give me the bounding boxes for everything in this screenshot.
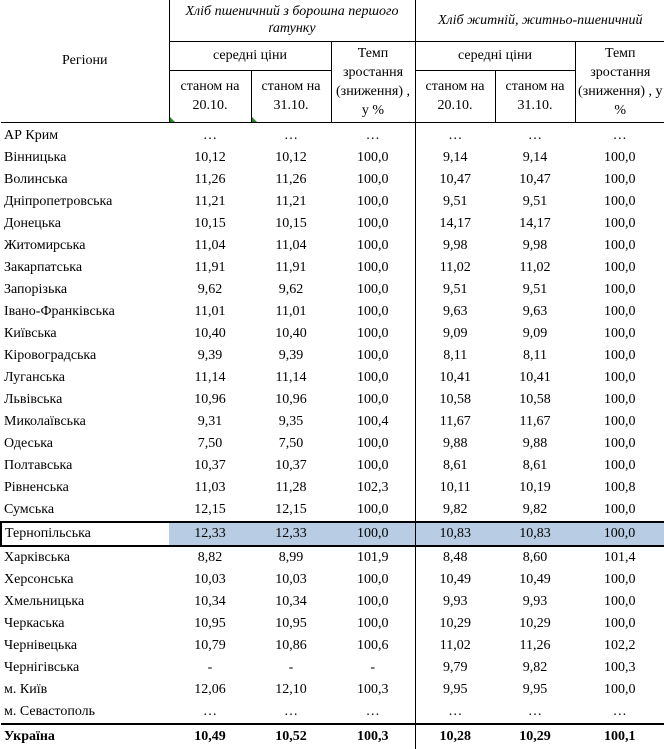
table-row [1,169,664,191]
value-cell[interactable]: … [448,703,463,719]
value-cell[interactable]: 9,93 [522,593,548,609]
region-cell[interactable]: Івано-Франківська [4,303,115,319]
table-row [1,569,664,591]
value-cell[interactable]: 10,95 [275,615,307,631]
value-cell[interactable]: 100,0 [575,433,664,455]
value-cell[interactable]: 8,11 [443,347,468,363]
region-cell[interactable]: Волинська [4,171,68,187]
value-cell[interactable]: 100,0 [331,169,415,191]
table-row [1,499,664,522]
value-cell[interactable]: 11,91 [194,259,226,275]
region-cell[interactable]: Дніпропетровська [4,193,113,209]
value-cell[interactable]: 12,33 [169,522,251,546]
table-row [1,591,664,613]
value-cell[interactable]: 100,0 [575,191,664,213]
value-cell[interactable]: 11,26 [194,171,226,187]
region-cell[interactable]: Закарпатська [4,259,83,275]
value-cell[interactable]: 100,0 [575,213,664,235]
value-cell[interactable]: 9,51 [443,193,468,209]
value-cell[interactable]: … [203,127,217,143]
value-cell[interactable]: 9,09 [443,325,468,341]
value-cell[interactable]: 11,21 [275,193,307,209]
date-label: станом на 20.10. [425,79,485,113]
value-cell[interactable]: - [288,659,294,675]
header-regions[interactable] [1,0,169,122]
table-row [1,301,664,323]
table-row [1,122,664,147]
header-date-1[interactable] [169,70,251,122]
table-row [1,613,664,635]
value-cell[interactable]: … [331,701,415,724]
table-row [1,279,664,301]
value-cell[interactable]: 9,79 [443,659,468,675]
value-cell[interactable]: 9,82 [522,501,548,517]
value-cell[interactable]: 100,0 [331,191,415,213]
region-cell[interactable]: Черкаська [4,615,65,631]
value-cell[interactable]: 100,4 [331,411,415,433]
value-cell[interactable]: 9,14 [522,149,548,165]
value-cell[interactable]: … [575,122,664,147]
header-date-3[interactable] [415,70,495,122]
value-cell[interactable]: 9,51 [522,281,548,297]
value-cell[interactable]: 10,03 [275,571,307,587]
value-cell[interactable]: 10,52 [251,724,331,749]
value-cell[interactable]: 9,98 [522,237,548,253]
value-cell[interactable]: 101,4 [575,546,664,569]
table-body [1,122,664,749]
value-cell[interactable]: 9,62 [278,281,304,297]
value-cell[interactable]: 100,1 [575,724,664,749]
region-cell[interactable]: Житомирська [4,237,86,253]
region-cell[interactable]: Вінницька [4,149,67,165]
value-cell[interactable]: 100,0 [575,522,664,546]
value-cell[interactable]: 10,40 [275,325,307,341]
header-date-4[interactable] [495,70,575,122]
value-cell[interactable]: 7,50 [197,435,223,451]
value-cell[interactable]: 10,34 [275,593,307,609]
value-cell[interactable]: … [448,127,463,143]
value-cell[interactable]: 11,01 [275,303,307,319]
table-row [1,635,664,657]
region-cell[interactable]: АР Крим [4,127,59,143]
region-cell[interactable]: Сумська [4,501,55,517]
value-cell[interactable]: 10,83 [415,522,495,546]
value-cell[interactable]: 100,0 [331,257,415,279]
value-cell[interactable]: 100,0 [331,389,415,411]
regions-label: Регіони [62,52,108,68]
value-cell[interactable]: 100,0 [331,522,415,546]
table-row [1,522,664,546]
region-cell[interactable]: Чернівецька [4,637,78,653]
value-cell[interactable]: 11,02 [519,259,551,275]
value-cell[interactable]: 100,0 [575,455,664,477]
value-cell[interactable]: 100,0 [575,679,664,701]
region-cell[interactable]: м. Київ [4,681,48,697]
value-cell[interactable]: 10,29 [439,615,471,631]
value-cell[interactable]: 100,0 [575,613,664,635]
value-cell[interactable]: 9,95 [522,681,548,697]
value-cell[interactable]: 11,67 [519,413,551,429]
value-cell[interactable]: 100,0 [331,569,415,591]
header-rye-bread[interactable] [415,0,664,41]
value-cell[interactable]: 10,86 [275,637,307,653]
value-cell[interactable]: 100,0 [331,499,415,522]
region-cell[interactable]: Луганська [4,369,65,385]
value-cell[interactable]: 10,12 [275,149,307,165]
value-cell[interactable]: 100,6 [331,635,415,657]
value-cell[interactable]: 100,0 [575,345,664,367]
value-cell[interactable]: 10,28 [415,724,495,749]
value-cell[interactable]: 10,29 [495,724,575,749]
value-cell[interactable]: 10,83 [495,522,575,546]
value-cell[interactable]: 100,0 [575,301,664,323]
value-cell[interactable]: 11,01 [194,303,226,319]
value-cell[interactable]: 102,3 [331,477,415,499]
value-cell[interactable]: 10,58 [519,391,551,407]
table-row [1,191,664,213]
avg-prices-label: середні ціни [213,47,287,63]
value-cell[interactable]: 100,0 [331,455,415,477]
value-cell[interactable]: 9,31 [197,413,223,429]
value-cell[interactable]: 100,0 [575,591,664,613]
date-label: станом на 31.10. [505,79,565,113]
total-row [1,724,664,749]
value-cell[interactable]: 10,47 [519,171,551,187]
value-cell[interactable]: 9,39 [278,347,304,363]
value-cell[interactable]: … [203,703,217,719]
value-cell[interactable]: 10,79 [194,637,226,653]
header-growth-rate-2[interactable] [575,41,664,122]
value-cell[interactable]: 101,9 [331,546,415,569]
value-cell[interactable]: 100,0 [331,235,415,257]
value-cell[interactable]: 100,0 [575,279,664,301]
value-cell[interactable]: 9,09 [522,325,548,341]
value-cell[interactable]: 14,17 [439,215,471,231]
value-cell[interactable]: 100,0 [331,433,415,455]
value-cell[interactable]: 11,67 [439,413,471,429]
value-cell[interactable]: 12,15 [194,501,226,517]
table-row [1,455,664,477]
header-wheat-bread[interactable] [169,0,415,41]
value-cell[interactable]: 100,0 [575,499,664,522]
growth-rate-label: Темп зростання (зниження) , у % [336,45,410,118]
value-cell[interactable]: 9,98 [443,237,468,253]
value-cell[interactable]: … [284,703,298,719]
date-label: станом на 20.10. [180,79,240,113]
value-cell[interactable]: … [528,127,542,143]
value-cell[interactable]: 10,15 [194,215,226,231]
value-cell[interactable]: 100,0 [575,235,664,257]
value-cell[interactable]: 14,17 [519,215,551,231]
region-cell[interactable]: Херсонська [4,571,74,587]
value-cell[interactable]: 11,91 [275,259,307,275]
table-row [1,657,664,679]
value-cell[interactable]: 9,51 [522,193,548,209]
value-cell[interactable]: 10,49 [169,724,251,749]
region-cell[interactable]: Тернопільська [1,522,169,546]
value-cell[interactable]: 100,0 [331,613,415,635]
wheat-bread-label: Хліб пшеничний з борошна першого ґатунку [185,4,399,37]
value-cell[interactable]: 100,0 [331,279,415,301]
value-cell[interactable]: … [331,122,415,147]
value-cell[interactable]: 10,95 [194,615,226,631]
value-cell[interactable]: … [284,127,298,143]
value-cell[interactable]: 100,0 [331,367,415,389]
table-row [1,389,664,411]
date-label: станом на 31.10. [261,79,321,113]
header-growth-rate-1[interactable] [331,41,415,122]
value-cell[interactable]: 7,50 [278,435,304,451]
value-cell[interactable]: 8,61 [443,457,468,473]
value-cell[interactable]: - [207,659,213,675]
value-cell[interactable]: 8,61 [522,457,548,473]
value-cell[interactable]: 10,47 [439,171,471,187]
value-cell[interactable]: 9,35 [278,413,304,429]
value-cell[interactable]: 100,0 [575,257,664,279]
table-row [1,701,664,724]
value-cell[interactable]: 9,93 [443,593,468,609]
value-cell[interactable]: 10,40 [194,325,226,341]
value-cell[interactable]: 10,96 [194,391,226,407]
value-cell[interactable]: 11,02 [439,259,471,275]
growth-rate-label: Темп зростання (зниження) , у % [578,45,663,118]
value-cell[interactable]: 100,0 [575,569,664,591]
comment-marker-icon [252,117,257,122]
table-row [1,235,664,257]
value-cell[interactable]: 100,0 [575,169,664,191]
table-row [1,345,664,367]
value-cell[interactable]: 102,2 [575,635,664,657]
value-cell[interactable]: 100,0 [331,323,415,345]
table-row [1,477,664,499]
value-cell[interactable]: 100,3 [331,679,415,701]
region-cell[interactable]: Львівська [4,391,63,407]
value-cell[interactable]: 9,63 [443,303,468,319]
value-cell[interactable]: 100,0 [331,301,415,323]
header-date-2[interactable] [251,70,331,122]
value-cell[interactable]: 9,62 [197,281,223,297]
region-cell[interactable]: Запорізька [4,281,68,297]
table-row [1,367,664,389]
value-cell[interactable]: 12,06 [194,681,226,697]
region-cell[interactable]: Київська [4,325,57,341]
value-cell[interactable]: 9,51 [443,281,468,297]
value-cell[interactable]: 8,60 [522,549,548,565]
value-cell[interactable]: 100,0 [575,389,664,411]
table-row [1,411,664,433]
value-cell[interactable]: 10,41 [519,369,551,385]
value-cell[interactable]: 11,02 [439,637,471,653]
region-cell[interactable]: Миколаївська [4,413,86,429]
region-cell[interactable]: Кіровоградська [4,347,97,363]
value-cell[interactable]: 100,0 [331,213,415,235]
value-cell[interactable]: 10,03 [194,571,226,587]
value-cell[interactable]: 9,95 [443,681,468,697]
value-cell[interactable]: 9,39 [197,347,223,363]
value-cell[interactable]: 11,14 [194,369,226,385]
value-cell[interactable]: 11,28 [275,479,307,495]
value-cell[interactable]: 9,88 [443,435,468,451]
table-row [1,213,664,235]
value-cell[interactable]: 100,0 [331,591,415,613]
value-cell[interactable]: 12,15 [275,501,307,517]
value-cell[interactable]: 11,26 [519,637,551,653]
value-cell[interactable]: 12,33 [251,522,331,546]
value-cell[interactable]: 9,63 [522,303,548,319]
region-cell[interactable]: Харківська [4,549,70,565]
header-avg-prices-2[interactable] [415,41,575,70]
value-cell[interactable]: 10,49 [439,571,471,587]
region-cell[interactable]: Полтавська [4,457,73,473]
value-cell[interactable]: 12,10 [275,681,307,697]
avg-prices-label: середні ціни [458,47,532,63]
value-cell[interactable]: 9,14 [443,149,468,165]
value-cell[interactable]: 10,41 [439,369,471,385]
region-cell[interactable]: м. Севастополь [4,703,96,719]
table-row [1,257,664,279]
region-cell[interactable]: Україна [1,724,169,749]
value-cell[interactable]: 100,0 [331,345,415,367]
table-header [1,0,664,122]
value-cell[interactable]: 100,0 [575,411,664,433]
value-cell[interactable]: 100,0 [331,147,415,169]
region-cell[interactable]: Донецька [4,215,61,231]
value-cell[interactable]: 10,29 [519,615,551,631]
value-cell[interactable]: 8,99 [278,549,304,565]
value-cell[interactable]: - [331,657,415,679]
value-cell[interactable]: 9,88 [522,435,548,451]
region-cell[interactable]: Хмельницька [4,593,85,609]
value-cell[interactable]: 11,04 [194,237,226,253]
value-cell[interactable]: 10,12 [194,149,226,165]
value-cell[interactable]: 11,21 [194,193,226,209]
value-cell[interactable]: 8,82 [197,549,223,565]
value-cell[interactable]: 10,58 [439,391,471,407]
region-cell[interactable]: Рівненська [4,479,69,495]
table-row [1,546,664,569]
value-cell[interactable]: 10,11 [439,479,471,495]
region-cell[interactable]: Чернігівська [4,659,80,675]
value-cell[interactable]: 100,0 [575,367,664,389]
value-cell[interactable]: … [528,703,542,719]
value-cell[interactable]: 8,11 [523,347,547,363]
value-cell[interactable]: 11,03 [194,479,226,495]
value-cell[interactable]: 100,0 [575,323,664,345]
value-cell[interactable]: 9,82 [443,501,468,517]
value-cell[interactable]: 10,37 [194,457,226,473]
table-row [1,679,664,701]
value-cell[interactable]: 11,14 [275,369,307,385]
value-cell[interactable]: 100,3 [331,724,415,749]
region-cell[interactable]: Одеська [4,435,54,451]
table-row [1,433,664,455]
table-row [1,323,664,345]
comment-marker-icon [170,117,175,122]
value-cell[interactable]: 9,82 [522,659,548,675]
value-cell[interactable]: 10,96 [275,391,307,407]
table-row [1,147,664,169]
value-cell[interactable]: 10,15 [275,215,307,231]
value-cell[interactable]: … [575,701,664,724]
value-cell[interactable]: 11,04 [275,237,307,253]
value-cell[interactable]: 10,37 [275,457,307,473]
value-cell[interactable]: 100,0 [575,147,664,169]
value-cell[interactable]: 100,3 [575,657,664,679]
value-cell[interactable]: 11,26 [275,171,307,187]
header-avg-prices-1[interactable] [169,41,331,70]
rye-bread-label: Хліб житній, житньо-пшеничний [437,12,643,28]
value-cell[interactable]: 10,19 [519,479,551,495]
value-cell[interactable]: 10,49 [519,571,551,587]
value-cell[interactable]: 100,8 [575,477,664,499]
value-cell[interactable]: 8,48 [443,549,468,565]
value-cell[interactable]: 10,34 [194,593,226,609]
